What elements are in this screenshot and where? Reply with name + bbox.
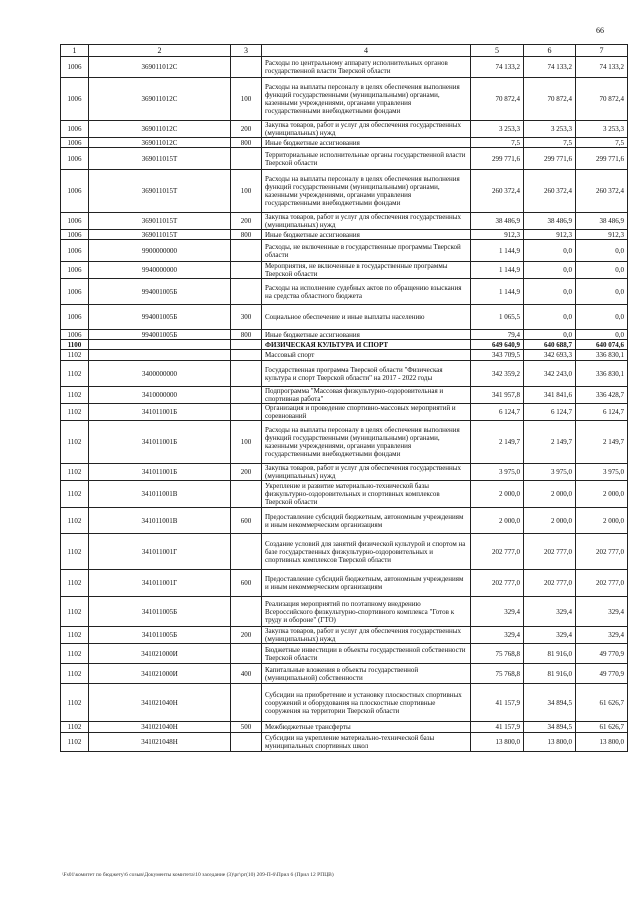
column-header: 3: [231, 45, 262, 57]
expense-type-code-cell: 100: [231, 421, 262, 464]
table-row: [61, 78, 628, 121]
table-row: [61, 240, 628, 262]
target-article-code-cell: 9900000000: [89, 240, 231, 262]
amount-col7-cell: 336 830,1: [576, 350, 628, 361]
amount-col6-cell: 342 243,0: [524, 361, 576, 387]
amount-col6-cell: 0,0: [524, 262, 576, 279]
amount-col7-cell: 329,4: [576, 597, 628, 627]
expense-type-code-cell: 800: [231, 330, 262, 340]
description-cell: Иные бюджетные ассигнования: [262, 230, 471, 240]
target-article-code-cell: 9940000000: [89, 262, 231, 279]
description-cell: Государственная программа Тверской области "Физическая культура и спорт Тверской области" на 2017 - 2022 годы: [262, 361, 471, 387]
amount-col6-cell: 81 916,0: [524, 644, 576, 664]
amount-col6-cell: 34 894,5: [524, 684, 576, 722]
amount-col7-cell: 0,0: [576, 240, 628, 262]
expense-type-code-cell: 600: [231, 508, 262, 534]
description-cell: Предоставление субсидий бюджетным, автономным учреждениям и иным некоммерческим организациям: [262, 508, 471, 534]
amount-col7-cell: 38 486,9: [576, 213, 628, 230]
expense-type-code-cell: [231, 481, 262, 508]
amount-col5-cell: 1 144,9: [471, 262, 524, 279]
section-code-cell: 1102: [61, 361, 89, 387]
section-code-cell: 1100: [61, 340, 89, 350]
amount-col6-cell: 3 975,0: [524, 464, 576, 481]
amount-col5-cell: 2 000,0: [471, 481, 524, 508]
amount-col7-cell: 329,4: [576, 627, 628, 644]
amount-col5-cell: 74 133,2: [471, 57, 524, 78]
expense-type-code-cell: 400: [231, 664, 262, 684]
expense-type-code-cell: 500: [231, 722, 262, 733]
section-code-cell: 1006: [61, 121, 89, 138]
section-code-cell: 1006: [61, 78, 89, 121]
description-cell: Субсидии на приобретение и установку плоскостных спортивных сооружений и оборудования на плоскостные спортивные сооружения на территории Тверской области: [262, 684, 471, 722]
amount-col7-cell: 3 975,0: [576, 464, 628, 481]
target-article-code-cell: 369011012C: [89, 121, 231, 138]
section-code-cell: 1102: [61, 534, 89, 570]
expense-type-code-cell: [231, 240, 262, 262]
target-article-code-cell: 994001005Б: [89, 279, 231, 305]
target-article-code-cell: 994001005Б: [89, 305, 231, 330]
description-cell: Массовый спорт: [262, 350, 471, 361]
target-article-code-cell: 369011015T: [89, 148, 231, 170]
amount-col7-cell: 2 000,0: [576, 481, 628, 508]
amount-col5-cell: 1 144,9: [471, 279, 524, 305]
amount-col7-cell: 336 428,7: [576, 387, 628, 404]
amount-col5-cell: 329,4: [471, 597, 524, 627]
expense-type-code-cell: 200: [231, 213, 262, 230]
table-row: [61, 138, 628, 148]
target-article-code-cell: 341011001Б: [89, 464, 231, 481]
section-code-cell: 1102: [61, 722, 89, 733]
target-article-code-cell: 369011015T: [89, 230, 231, 240]
amount-col5-cell: 3 253,3: [471, 121, 524, 138]
amount-col6-cell: 2 000,0: [524, 508, 576, 534]
amount-col6-cell: 2 000,0: [524, 481, 576, 508]
section-code-cell: 1102: [61, 404, 89, 421]
amount-col7-cell: 49 770,9: [576, 664, 628, 684]
amount-col5-cell: 342 359,2: [471, 361, 524, 387]
amount-col6-cell: 0,0: [524, 330, 576, 340]
amount-col5-cell: 329,4: [471, 627, 524, 644]
amount-col6-cell: 70 872,4: [524, 78, 576, 121]
amount-col7-cell: 202 777,0: [576, 570, 628, 597]
table-row: [61, 148, 628, 170]
amount-col7-cell: 299 771,6: [576, 148, 628, 170]
target-article-code-cell: 341021000И: [89, 644, 231, 664]
table-row: [61, 387, 628, 404]
amount-col7-cell: 6 124,7: [576, 404, 628, 421]
table-row: [61, 722, 628, 733]
table-row: [61, 361, 628, 387]
description-cell: Иные бюджетные ассигнования: [262, 138, 471, 148]
amount-col5-cell: 41 157,9: [471, 722, 524, 733]
amount-col5-cell: 260 372,4: [471, 170, 524, 213]
amount-col5-cell: 2 000,0: [471, 508, 524, 534]
table-row: [61, 570, 628, 597]
target-article-code-cell: 341011001В: [89, 508, 231, 534]
amount-col7-cell: 3 253,3: [576, 121, 628, 138]
amount-col5-cell: 79,4: [471, 330, 524, 340]
description-cell: Капитальные вложения в объекты государственной (муниципальной) собственности: [262, 664, 471, 684]
section-code-cell: 1006: [61, 138, 89, 148]
table-row: [61, 404, 628, 421]
target-article-code-cell: 3410000000: [89, 387, 231, 404]
description-cell: Мероприятия, не включенные в государственные программы Тверской области: [262, 262, 471, 279]
expense-type-code-cell: [231, 148, 262, 170]
target-article-code-cell: 994001005Б: [89, 330, 231, 340]
expense-type-code-cell: [231, 57, 262, 78]
section-code-cell: 1006: [61, 240, 89, 262]
section-code-cell: 1102: [61, 508, 89, 534]
amount-col5-cell: 1 144,9: [471, 240, 524, 262]
description-cell: Подпрограмма "Массовая физкультурно-оздоровительная и спортивная работа": [262, 387, 471, 404]
section-code-cell: 1102: [61, 421, 89, 464]
section-code-cell: 1102: [61, 350, 89, 361]
amount-col7-cell: 7,5: [576, 138, 628, 148]
amount-col5-cell: 13 800,0: [471, 733, 524, 752]
expense-type-code-cell: 200: [231, 464, 262, 481]
amount-col7-cell: 640 074,6: [576, 340, 628, 350]
description-cell: Создание условий для занятий физической культурой и спортом на базе государственных физкультурно-оздоровительных и спортивных комплексов Тверской области: [262, 534, 471, 570]
budget-table: [60, 44, 628, 752]
expense-type-code-cell: [231, 534, 262, 570]
amount-col6-cell: 202 777,0: [524, 534, 576, 570]
amount-col6-cell: 81 916,0: [524, 664, 576, 684]
table-row: [61, 350, 628, 361]
target-article-code-cell: 369011015T: [89, 213, 231, 230]
section-code-cell: 1006: [61, 330, 89, 340]
expense-type-code-cell: 800: [231, 138, 262, 148]
description-cell: Социальное обеспечение и иные выплаты населению: [262, 305, 471, 330]
amount-col5-cell: 3 975,0: [471, 464, 524, 481]
description-cell: Закупка товаров, работ и услуг для обеспечения государственных (муниципальных) нужд: [262, 213, 471, 230]
column-header: 2: [89, 45, 231, 57]
amount-col6-cell: 342 693,3: [524, 350, 576, 361]
target-article-code-cell: 341011001Г: [89, 534, 231, 570]
table-row: [61, 340, 628, 350]
amount-col7-cell: 336 830,1: [576, 361, 628, 387]
expense-type-code-cell: [231, 262, 262, 279]
amount-col6-cell: 0,0: [524, 279, 576, 305]
amount-col7-cell: 2 149,7: [576, 421, 628, 464]
description-cell: Бюджетные инвестиции в объекты государственной собственности Тверской области: [262, 644, 471, 664]
section-code-cell: 1006: [61, 148, 89, 170]
section-code-cell: 1006: [61, 230, 89, 240]
table-row: [61, 597, 628, 627]
table-row: [61, 262, 628, 279]
amount-col6-cell: 341 841,6: [524, 387, 576, 404]
amount-col6-cell: 329,4: [524, 627, 576, 644]
target-article-code-cell: 369011012C: [89, 78, 231, 121]
description-cell: Предоставление субсидий бюджетным, автономным учреждениям и иным некоммерческим организациям: [262, 570, 471, 597]
amount-col5-cell: 7,5: [471, 138, 524, 148]
amount-col5-cell: 75 768,8: [471, 664, 524, 684]
amount-col7-cell: 0,0: [576, 305, 628, 330]
expense-type-code-cell: 200: [231, 121, 262, 138]
section-code-cell: 1102: [61, 627, 89, 644]
amount-col5-cell: 299 771,6: [471, 148, 524, 170]
table-row: [61, 627, 628, 644]
target-article-code-cell: 369011015T: [89, 170, 231, 213]
table-row: [61, 230, 628, 240]
expense-type-code-cell: [231, 644, 262, 664]
amount-col5-cell: 202 777,0: [471, 570, 524, 597]
amount-col6-cell: 38 486,9: [524, 213, 576, 230]
table-row: [61, 421, 628, 464]
section-code-cell: 1006: [61, 305, 89, 330]
expense-type-code-cell: [231, 404, 262, 421]
amount-col6-cell: 6 124,7: [524, 404, 576, 421]
target-article-code-cell: 341011001Б: [89, 421, 231, 464]
target-article-code-cell: 341011001Б: [89, 404, 231, 421]
amount-col5-cell: 1 065,5: [471, 305, 524, 330]
amount-col7-cell: 74 133,2: [576, 57, 628, 78]
target-article-code-cell: 341011005Б: [89, 627, 231, 644]
section-code-cell: 1102: [61, 644, 89, 664]
section-code-cell: 1102: [61, 570, 89, 597]
section-code-cell: 1102: [61, 387, 89, 404]
description-cell: Расходы на выплаты персоналу в целях обеспечения выполнения функций государственными (муниципальными) органами, казенными учреждениями, органами управления государственными внебюджетными фондами: [262, 170, 471, 213]
amount-col6-cell: 640 688,7: [524, 340, 576, 350]
amount-col6-cell: 202 777,0: [524, 570, 576, 597]
section-code-cell: 1102: [61, 733, 89, 752]
amount-col7-cell: 912,3: [576, 230, 628, 240]
description-cell: Расходы на выплаты персоналу в целях обеспечения выполнения функций государственными (муниципальными) органами, казенными учреждениями, органами управления государственными внебюджетными фондами: [262, 78, 471, 121]
amount-col7-cell: 49 770,9: [576, 644, 628, 664]
amount-col6-cell: 299 771,6: [524, 148, 576, 170]
amount-col7-cell: 0,0: [576, 262, 628, 279]
column-header: 4: [262, 45, 471, 57]
amount-col5-cell: 6 124,7: [471, 404, 524, 421]
expense-type-code-cell: [231, 361, 262, 387]
target-article-code-cell: [89, 340, 231, 350]
expense-type-code-cell: [231, 387, 262, 404]
target-article-code-cell: 341021048Н: [89, 733, 231, 752]
amount-col6-cell: 2 149,7: [524, 421, 576, 464]
section-code-cell: 1006: [61, 213, 89, 230]
table-row: [61, 279, 628, 305]
amount-col6-cell: 74 133,2: [524, 57, 576, 78]
amount-col7-cell: 70 872,4: [576, 78, 628, 121]
section-code-cell: 1102: [61, 684, 89, 722]
target-article-code-cell: 341011005Б: [89, 597, 231, 627]
description-cell: Расходы, не включенные в государственные программы Тверской области: [262, 240, 471, 262]
target-article-code-cell: 341011001Г: [89, 570, 231, 597]
expense-type-code-cell: [231, 733, 262, 752]
table-row: [61, 534, 628, 570]
amount-col7-cell: 61 626,7: [576, 722, 628, 733]
description-cell: Закупка товаров, работ и услуг для обеспечения государственных (муниципальных) нужд: [262, 121, 471, 138]
table-row: [61, 508, 628, 534]
expense-type-code-cell: 600: [231, 570, 262, 597]
target-article-code-cell: [89, 350, 231, 361]
table-row: [61, 305, 628, 330]
expense-type-code-cell: [231, 597, 262, 627]
expense-type-code-cell: 300: [231, 305, 262, 330]
table-row: [61, 213, 628, 230]
expense-type-code-cell: 800: [231, 230, 262, 240]
table-row: [61, 733, 628, 752]
table-body: [61, 45, 628, 752]
amount-col6-cell: 13 800,0: [524, 733, 576, 752]
page-number: 66: [596, 26, 604, 35]
section-code-cell: 1006: [61, 170, 89, 213]
section-code-cell: 1006: [61, 279, 89, 305]
description-cell: ФИЗИЧЕСКАЯ КУЛЬТУРА И СПОРТ: [262, 340, 471, 350]
amount-col5-cell: 343 709,5: [471, 350, 524, 361]
table-header-row: [61, 45, 628, 57]
target-article-code-cell: 341011001В: [89, 481, 231, 508]
amount-col7-cell: 2 000,0: [576, 508, 628, 534]
table-row: [61, 664, 628, 684]
expense-type-code-cell: [231, 340, 262, 350]
section-code-cell: 1102: [61, 664, 89, 684]
expense-type-code-cell: 100: [231, 78, 262, 121]
description-cell: Организация и проведение спортивно-массовых мероприятий и соревнований: [262, 404, 471, 421]
section-code-cell: 1102: [61, 597, 89, 627]
amount-col5-cell: 912,3: [471, 230, 524, 240]
description-cell: Расходы на исполнение судебных актов по обращению взыскания на средства областного бюджета: [262, 279, 471, 305]
amount-col7-cell: 0,0: [576, 279, 628, 305]
amount-col5-cell: 75 768,8: [471, 644, 524, 664]
amount-col6-cell: 260 372,4: [524, 170, 576, 213]
expense-type-code-cell: [231, 350, 262, 361]
column-header: 1: [61, 45, 89, 57]
target-article-code-cell: 341021000И: [89, 664, 231, 684]
section-code-cell: 1102: [61, 464, 89, 481]
table-row: [61, 644, 628, 664]
amount-col6-cell: 7,5: [524, 138, 576, 148]
section-code-cell: 1006: [61, 57, 89, 78]
amount-col5-cell: 38 486,9: [471, 213, 524, 230]
expense-type-code-cell: [231, 279, 262, 305]
expense-type-code-cell: 100: [231, 170, 262, 213]
description-cell: Реализация мероприятий по поэтапному внедрению Всероссийского физкультурно-спортивного комплекса "Готов к труду и обороне" (ГТО): [262, 597, 471, 627]
amount-col6-cell: 3 253,3: [524, 121, 576, 138]
description-cell: Иные бюджетные ассигнования: [262, 330, 471, 340]
amount-col5-cell: 202 777,0: [471, 534, 524, 570]
table-row: [61, 170, 628, 213]
expense-type-code-cell: [231, 684, 262, 722]
column-header: 7: [576, 45, 628, 57]
table-row: [61, 57, 628, 78]
table-row: [61, 481, 628, 508]
amount-col7-cell: 13 800,0: [576, 733, 628, 752]
target-article-code-cell: 369011012C: [89, 57, 231, 78]
table-row: [61, 121, 628, 138]
amount-col5-cell: 341 957,8: [471, 387, 524, 404]
target-article-code-cell: 341021040Н: [89, 722, 231, 733]
expense-type-code-cell: 200: [231, 627, 262, 644]
amount-col6-cell: 0,0: [524, 240, 576, 262]
amount-col6-cell: 0,0: [524, 305, 576, 330]
description-cell: Закупка товаров, работ и услуг для обеспечения государственных (муниципальных) нужд: [262, 627, 471, 644]
description-cell: Укрепление и развитие материально-технической базы физкультурно-оздоровительных и спортивных комплексов Тверской области: [262, 481, 471, 508]
table-row: [61, 330, 628, 340]
description-cell: Субсидии на укрепление материально-технической базы муниципальных спортивных школ: [262, 733, 471, 752]
section-code-cell: 1006: [61, 262, 89, 279]
amount-col5-cell: 2 149,7: [471, 421, 524, 464]
column-header: 6: [524, 45, 576, 57]
table-row: [61, 464, 628, 481]
amount-col7-cell: 0,0: [576, 330, 628, 340]
target-article-code-cell: 341021040Н: [89, 684, 231, 722]
target-article-code-cell: 369011012C: [89, 138, 231, 148]
file-path-footer: \Fs01\комитет по бюджету\6 созыв\Документы комитета\10 заседание (3)\рг\рг(10) 209-П-6\Прил 6 (Прил 12 РПЦВ): [62, 872, 334, 878]
amount-col7-cell: 260 372,4: [576, 170, 628, 213]
amount-col7-cell: 61 626,7: [576, 684, 628, 722]
section-code-cell: 1102: [61, 481, 89, 508]
amount-col6-cell: 329,4: [524, 597, 576, 627]
description-cell: Расходы по центральному аппарату исполнительных органов государственной власти Тверской области: [262, 57, 471, 78]
table-row: [61, 684, 628, 722]
amount-col6-cell: 34 894,5: [524, 722, 576, 733]
amount-col5-cell: 649 640,9: [471, 340, 524, 350]
target-article-code-cell: 3400000000: [89, 361, 231, 387]
amount-col6-cell: 912,3: [524, 230, 576, 240]
description-cell: Территориальные исполнительные органы государственной власти Тверской области: [262, 148, 471, 170]
column-header: 5: [471, 45, 524, 57]
description-cell: Расходы на выплаты персоналу в целях обеспечения выполнения функций государственными (муниципальными) органами, казенными учреждениями, органами управления государственными внебюджетными фондами: [262, 421, 471, 464]
amount-col7-cell: 202 777,0: [576, 534, 628, 570]
description-cell: Закупка товаров, работ и услуг для обеспечения государственных (муниципальных) нужд: [262, 464, 471, 481]
amount-col5-cell: 70 872,4: [471, 78, 524, 121]
amount-col5-cell: 41 157,9: [471, 684, 524, 722]
description-cell: Межбюджетные трансферты: [262, 722, 471, 733]
